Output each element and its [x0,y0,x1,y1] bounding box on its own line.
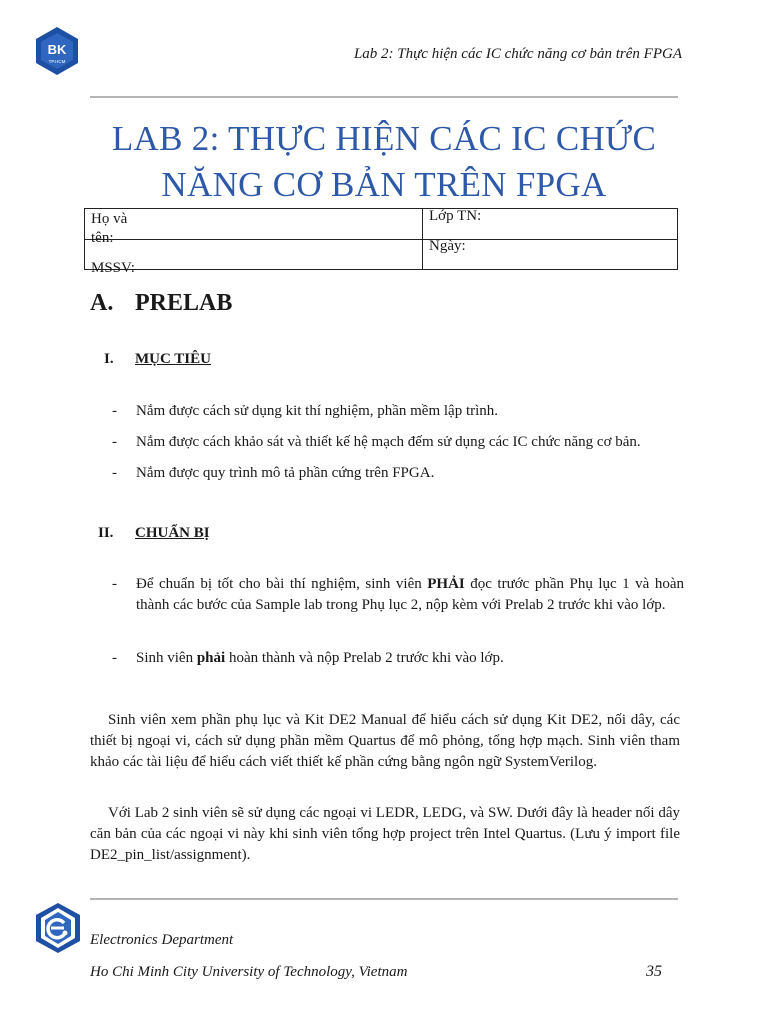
emphasis-must: phải [196,650,226,666]
document-title [90,116,678,208]
objectives-number: I. [104,351,114,367]
list-item: - Sinh viên phải hoàn thành và nộp Prelab 2 trước khi vào lớp. [112,648,684,669]
title-line-2: NĂNG CƠ BẢN TRÊN FPGA [161,165,607,204]
department-logo [34,902,82,954]
footer-department: Electronics Department [90,932,234,948]
section-a-heading [90,290,232,317]
body-paragraph: Sinh viên xem phần phụ lục và Kit DE2 Manual để hiểu cách sử dụng Kit DE2, nối dây, các thiết bị ngoại vi, cách sử dụng phần mềm Quartus để mô phỏng, tổng hợp mạch. Sinh viên tham khảo các tài liệu để hiểu cách viết thiết kế phần cứng bằng ngôn ngữ SystemVerilog. [90,712,680,770]
header-divider [90,96,678,98]
objective-text: Nắm được cách sử dụng kit thí nghiệm, phần mềm lập trình. [136,403,499,419]
objectives-title: MỤC TIÊU [135,351,211,367]
list-item: - Để chuẩn bị tốt cho bài thí nghiệm, sinh viên PHẢI đọc trước phần Phụ lục 1 và hoàn thành các bước của Sample lab trong Phụ lục 2, nộp kèm với Prelab 2 trước khi vào lớp. [112,574,684,616]
list-item: - Nắm được cách sử dụng kit thí nghiệm, phần mềm lập trình. [112,401,684,422]
section-a-title: PRELAB [135,290,233,316]
list-item: - Nắm được cách khảo sát và thiết kế hệ mạch đếm sử dụng các IC chức năng cơ bản. [112,432,684,453]
preparation-heading [98,525,298,545]
university-logo [32,26,82,76]
emphasis-must: PHẢI [427,576,465,592]
objective-text: Nắm được cách khảo sát và thiết kế hệ mạch đếm sử dụng các IC chức năng cơ bản. [136,434,641,450]
student-info-table [84,208,678,276]
preparation-title: CHUẨN BỊ [135,525,210,541]
name-label-line-1: Họ và [91,211,128,227]
objective-text: Nắm được quy trình mô tả phần cứng trên FPGA. [136,465,435,481]
table-row-divider [85,239,677,240]
section-a-letter: A. [90,290,114,316]
mssv-field-label: MSSV: [91,260,135,276]
name-label-line-2: tên: [91,230,114,246]
title-line-1: LAB 2: THỰC HIỆN CÁC IC CHỨC [111,119,657,158]
page-number: 35 [646,963,662,980]
preparation-text: Để chuẩn bị tốt cho bài thí nghiệm, sinh viên PHẢI đọc trước phần Phụ lục 1 và hoàn thành các bước của Sample lab trong Phụ lục 2, nộp kèm với Prelab 2 trước khi vào lớp. [136,576,684,613]
date-field-label: Ngày: [429,238,466,254]
class-field-label: Lớp TN: [429,208,482,224]
footer-university: Ho Chi Minh City University of Technology, Vietnam [90,964,408,980]
preparation-number: II. [98,525,114,541]
footer-divider [90,898,678,900]
body-paragraph: Với Lab 2 sinh viên sẽ sử dụng các ngoại vi LEDR, LEDG, và SW. Dưới đây là header nối dây căn bản của các ngoại vi này khi sinh viên tổng hợp project trên Intel Quartus. (Lưu ý import file DE2_pin_list/assignment). [90,805,680,863]
logo-subtext: TP.HCM [48,59,66,64]
name-field-label [91,210,127,248]
running-header: Lab 2: Thực hiện các IC chức năng cơ bản trên FPGA [353,46,682,62]
list-item: - Nắm được quy trình mô tả phần cứng trên FPGA. [112,463,684,484]
objectives-heading [104,351,304,371]
logo-text: BK [47,42,67,57]
preparation-text: Sinh viên phải hoàn thành và nộp Prelab 2 trước khi vào lớp. [136,650,504,666]
